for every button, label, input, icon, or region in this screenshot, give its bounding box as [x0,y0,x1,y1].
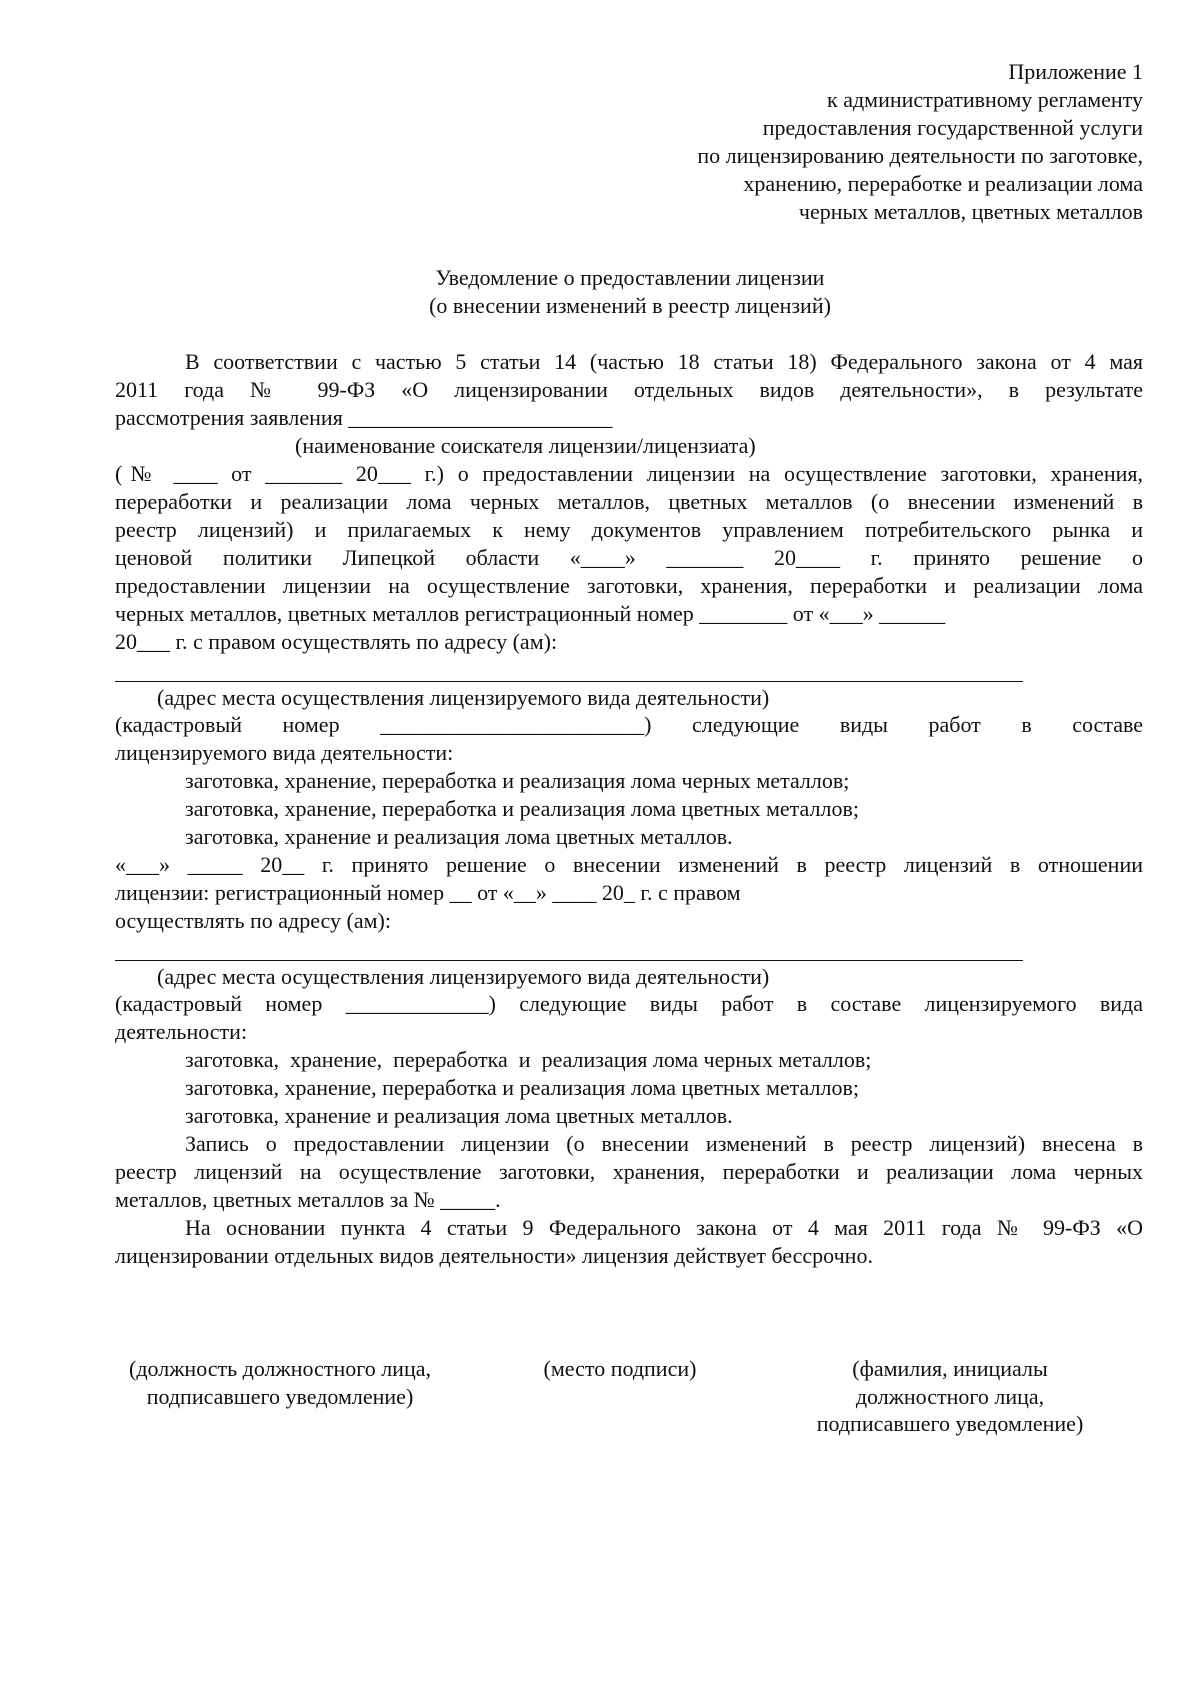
body-line: черных металлов, цветных металлов регистрационный номер ________ от «___» ______ [115,601,946,626]
body-line: (кадастровый номер ________________________) следующие виды работ в составе [115,712,1143,737]
work-item: заготовка, хранение, переработка и реализация лома черных металлов; [185,768,850,793]
caption-line: (должность должностного лица, [129,1356,431,1381]
address-underline [115,681,1023,682]
body-line: реестр лицензий) и прилагаемых к нему документов управлением потребительского рынка и [115,517,1143,542]
body-line: 2011 года № 99-ФЗ «О лицензировании отдельных видов деятельности», в результате [115,377,1143,402]
body-line: металлов, цветных металлов за № _____. [115,1187,501,1212]
work-item: заготовка, хранение и реализация лома цветных металлов. [185,1103,733,1128]
address-caption: (адрес места осуществления лицензируемого вида деятельности) [157,964,770,989]
header-line: к административному регламенту [827,87,1143,112]
body-line: переработки и реализации лома черных металлов, цветных металлов (о внесении изменений в [115,489,1143,514]
body-line: лицензии: регистрационный номер __ от «__» ____ 20_ г. с правом [115,880,741,905]
caption-line: (фамилия, инициалы [852,1356,1048,1381]
appendix-number: Приложение 1 [1008,59,1143,84]
applicant-caption: (наименование соискателя лицензии/лицензиата) [295,433,756,458]
body-line: деятельности: [115,1019,248,1044]
signature-name-caption [800,1355,1100,1438]
caption-line: подписавшего уведомление) [146,1383,414,1409]
body-line: осуществлять по адресу (ам): [115,908,391,933]
work-item: заготовка, хранение, переработка и реализация лома цветных металлов; [185,1075,859,1100]
body-line: В соответствии с частью 5 статьи 14 (частью 18 статьи 18) Федерального закона от 4 мая [185,349,1143,374]
header-line: по лицензированию деятельности по заготовке, [697,143,1143,168]
body-line: На основании пункта 4 статьи 9 Федерального закона от 4 мая 2011 года № 99-ФЗ «О [185,1215,1143,1240]
document-title: Уведомление о предоставлении лицензии [435,265,825,290]
header-line: черных металлов, цветных металлов [798,199,1143,224]
work-item: заготовка, хранение, переработка и реализация лома цветных металлов; [185,796,859,821]
body-line: реестр лицензий на осуществление заготовки, хранения, переработки и реализации лома черных [115,1159,1143,1184]
body-line: 20___ г. с правом осуществлять по адресу (ам): [115,629,558,654]
caption-line: должностного лица, [855,1383,1045,1409]
signature-place-caption: (место подписи) [543,1356,697,1381]
work-item: заготовка, хранение и реализация лома цветных металлов. [185,824,733,849]
document-subtitle: (о внесении изменений в реестр лицензий) [429,293,831,318]
body-line: «___» _____ 20__ г. принято решение о внесении изменений в реестр лицензий в отношении [115,852,1143,877]
body-line: лицензируемого вида деятельности: [115,740,454,765]
body-line: (кадастровый номер _____________) следующие виды работ в составе лицензируемого вида [115,991,1143,1016]
body-line: рассмотрения заявления ________________________ [115,405,613,430]
caption-line: подписавшего уведомление) [816,1411,1084,1436]
body-line: Запись о предоставлении лицензии (о внесении изменений в реестр лицензий) внесена в [185,1131,1143,1156]
body-line: (№ ____ от _______ 20___ г.) о предоставлении лицензии на осуществление заготовки, хранения, [115,461,1143,486]
body-line: предоставлении лицензии на осуществление заготовки, хранения, переработки и реализации лома [115,573,1143,598]
body-line: лицензировании отдельных видов деятельности» лицензия действует бессрочно. [115,1243,873,1268]
signature-position-caption [115,1355,445,1410]
header-line: предоставления государственной услуги [762,115,1143,140]
work-item: заготовка, хранение, переработка и реализация лома черных металлов; [185,1047,872,1072]
body-line: ценовой политики Липецкой области «____» _______ 20____ г. принято решение о [115,545,1143,570]
header-line: хранению, переработке и реализации лома [743,171,1143,196]
address-caption: (адрес места осуществления лицензируемого вида деятельности) [157,685,770,710]
address-underline [115,960,1023,961]
